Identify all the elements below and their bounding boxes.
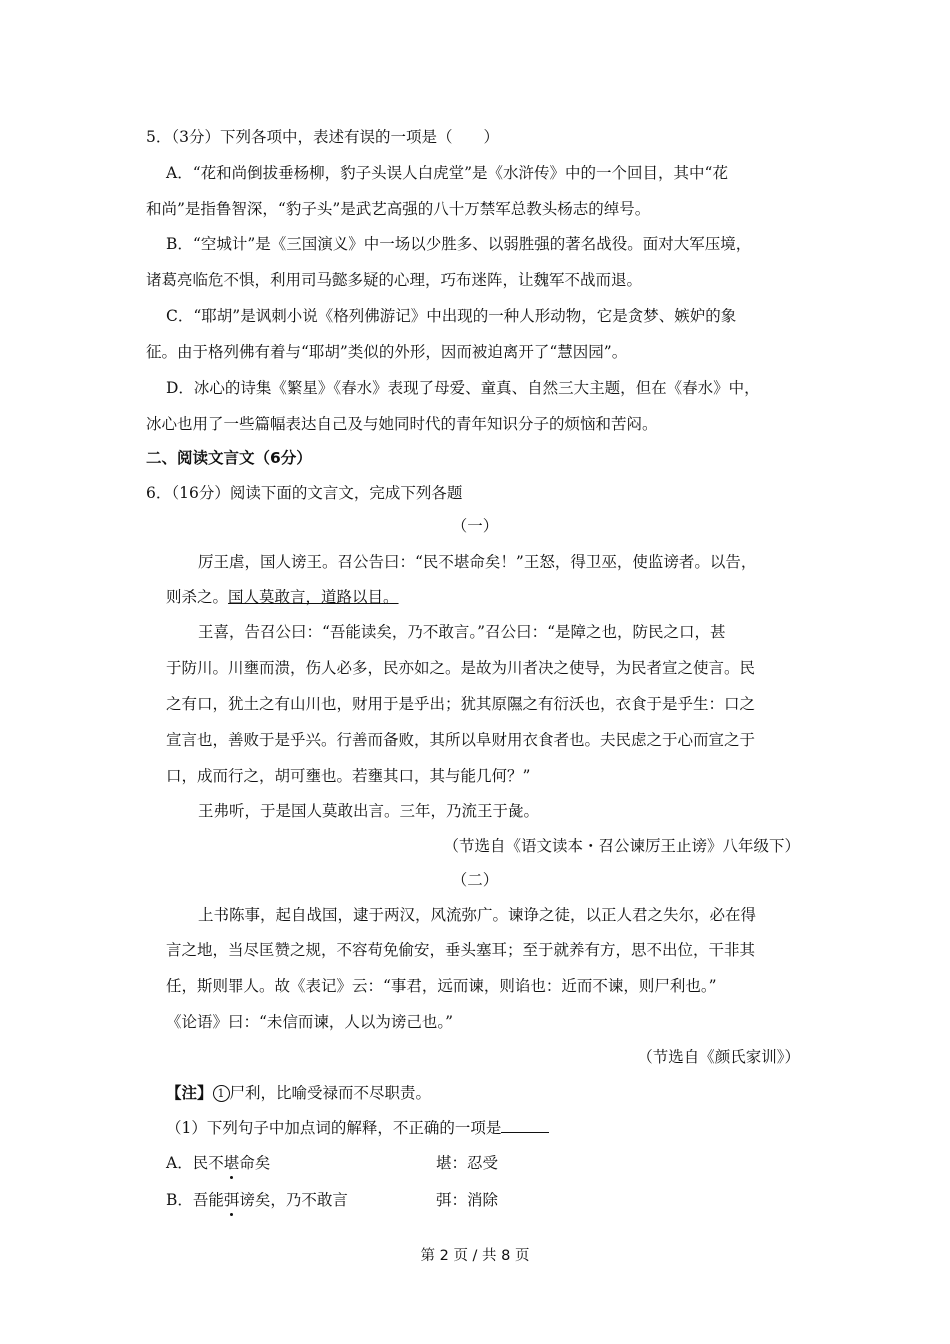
q5-option-c-line1: C．“耶胡”是讽刺小说《格列佛游记》中出现的一种人形动物，它是贪梦、嫉妒的象 (166, 307, 737, 325)
q5-option-c-line2: 征。由于格列佛有着与“耶胡”类似的外形，因而被迫离开了“慧因园”。 (146, 343, 628, 361)
dotted-word: 弭 (223, 1191, 240, 1209)
passage-2-line: 上书陈事，起自战国，逮于两汉，风流弥广。谏诤之徒，以正人君之失尔，必在得 (198, 906, 757, 924)
option-b-post: 谤矣，乃不敢言 (239, 1191, 348, 1209)
option-a-explanation: 堪：忍受 (436, 1154, 499, 1172)
note-text: 尸利，比喻受禄而不尽职责。 (229, 1084, 432, 1102)
passage-1-title: （一） (451, 517, 499, 535)
q5-option-d-line1: D．冰心的诗集《繁星》《春水》表现了母爱、童真、自然三大主题，但在《春水》中， (166, 379, 760, 397)
note-label: 【注】 (166, 1084, 213, 1102)
option-b (166, 1190, 348, 1210)
answer-blank[interactable] (501, 1118, 549, 1133)
option-b-pre: B．吾能 (166, 1191, 224, 1209)
page-footer: 第 2 页 / 共 8 页 (420, 1248, 530, 1264)
passage-1-line: 王喜，告召公曰：“吾能读矣，乃不敢言。”召公曰：“是障之也，防民之口，甚 (198, 623, 726, 641)
sub-question-1-text: （1）下列句子中加点词的解释，不正确的一项是 (166, 1119, 502, 1137)
q5-option-d-line2: 冰心也用了一些篇幅表达自己及与她同时代的青年知识分子的烦恼和苦闷。 (146, 415, 658, 433)
q5-option-a-line2: 和尚”是指鲁智深，“豹子头”是武艺高强的八十万禁军总教头杨志的绰号。 (146, 200, 651, 218)
passage-1-line: 宣言也，善败于是乎兴。行善而备败，其所以阜财用衣食者也。夫民虑之于心而宣之于 (166, 731, 756, 749)
option-b-explanation: 弭：消除 (436, 1191, 499, 1209)
q6-stem: 6．（16分）阅读下面的文言文，完成下列各题 (146, 484, 463, 502)
passage-2-source: （节选自《颜氏家训》） (637, 1048, 800, 1066)
q5-stem: 5．（3分）下列各项中，表述有误的一项是（ ） (146, 128, 499, 146)
option-a (166, 1153, 270, 1173)
q5-option-b-line1: B．“空城计”是《三国演义》中一场以少胜多、以弱胜强的著名战役。面对大军压境， (166, 235, 752, 253)
passage-2-line: 言之地，当尽匡赞之规，不容苟免偷安，垂头塞耳；至于就养有方，思不出位，干非其 (166, 941, 756, 959)
passage-2-line: 任，斯则罪人。故《表记》云：“事君，远而谏，则谄也：近而不谏，则尸利也。” (166, 977, 717, 995)
passage-2-title: （二） (451, 871, 499, 889)
q5-option-a-line1: A．“花和尚倒拔垂杨柳，豹子头误人白虎堂”是《水浒传》中的一个回目，其中“花 (166, 164, 728, 182)
option-a-pre: A．民不 (166, 1154, 224, 1172)
passage-2-line: 《论语》曰：“未信而谏，人以为谤己也。” (166, 1013, 454, 1031)
passage-1-line: 口，成而行之，胡可壅也。若壅其口，其与能几何？” (166, 767, 531, 785)
option-a-post: 命矣 (239, 1154, 271, 1172)
q5-option-b-line2: 诸葛亮临危不惧，利用司马懿多疑的心理，巧布迷阵，让魏军不战而退。 (146, 271, 643, 289)
passage-1-text: 则杀之。 (166, 588, 229, 606)
dotted-word: 堪 (223, 1154, 240, 1172)
passage-1-line: 于防川。川壅而溃，伤人必多，民亦如之。是故为川者决之使导，为民者宣之使言。民 (166, 659, 756, 677)
passage-1-line (166, 587, 399, 607)
passage-1-line: 厉王虐，国人谤王。召公告曰：“民不堪命矣！”王怒，得卫巫，使监谤者。以告， (198, 553, 757, 571)
sub-question-1 (166, 1118, 549, 1138)
note (166, 1083, 431, 1103)
circled-number: 1 (213, 1085, 230, 1102)
underlined-sentence: 国人莫敢言，道路以目。 (228, 588, 399, 606)
passage-1-line: 之有口，犹土之有山川也，财用于是乎出；犹其原隰之有衍沃也，衣食于是乎生：口之 (166, 695, 756, 713)
passage-1-line: 王弗听，于是国人莫敢出言。三年，乃流王于彘。 (198, 802, 540, 820)
section-2-title: 二、阅读文言文（6分） (146, 449, 312, 467)
passage-1-source: （节选自《语文读本・召公谏厉王止谤》八年级下） (443, 837, 800, 855)
